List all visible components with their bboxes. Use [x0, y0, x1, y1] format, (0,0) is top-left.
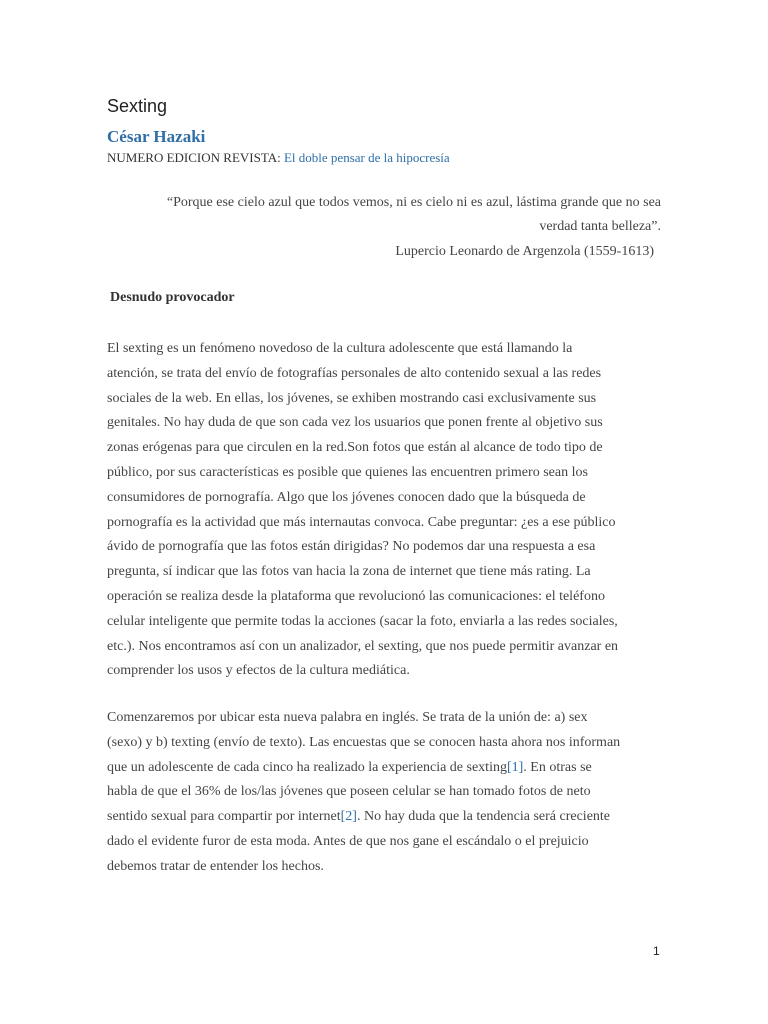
edition-line	[107, 150, 450, 166]
paragraph-line: (sexo) y b) texting (envío de texto). Las encuestas que se conocen hasta ahora nos informan	[107, 734, 621, 750]
page-number: 1	[653, 944, 660, 958]
paragraph-line: El sexting es un fenómeno novedoso de la cultura adolescente que está llamando la	[107, 341, 573, 356]
paragraph-line	[107, 756, 661, 781]
paragraph-line: operación se realiza desde la plataforma que revolucionó las comunicaciones: el teléfono	[107, 588, 605, 604]
paragraph-2	[107, 706, 661, 880]
paragraph-line: ávido de pornografía que las fotos están dirigidas? No podemos dar una respuesta a esa	[107, 539, 596, 555]
paragraph-line: comprender los usos y efectos de la cultura mediática.	[107, 663, 410, 679]
paragraph-line: habla de que el 36% de los/las jóvenes que poseen celular se han tomado fotos de neto	[107, 784, 591, 800]
paragraph-text: sentido sexual para compartir por internet	[107, 809, 341, 825]
paragraph-line: pregunta, sí indicar que las fotos van hacia la zona de internet que tiene más rating. La	[107, 564, 591, 580]
paragraph-line: dado el evidente furor de esta moda. Antes de que nos gane el escándalo o el prejuicio	[107, 833, 589, 849]
edition-link[interactable]: El doble pensar de la hipocresía	[283, 150, 450, 165]
paragraph-1	[107, 337, 661, 684]
epigraph-line-1: “Porque ese cielo azul que todos vemos, ni es cielo ni es azul, lástima grande que no sea	[166, 195, 661, 210]
paragraph-text: que un adolescente de cada cinco ha realizado la experiencia de sexting	[107, 759, 507, 775]
paragraph-line: celular inteligente que permite todas la acciones (sacar la foto, enviarla a las redes sociales,	[107, 613, 618, 629]
edition-label: NUMERO EDICION REVISTA:	[107, 150, 284, 165]
author-name: César Hazaki	[107, 127, 206, 146]
paragraph-line: zonas erógenas para que circulen en la red.Son fotos que están al alcance de todo tipo de	[107, 440, 603, 456]
epigraph-attribution: Lupercio Leonardo de Argenzola (1559-1613)	[395, 244, 654, 259]
paragraph-line	[107, 805, 661, 830]
document-title: Sexting	[107, 96, 168, 116]
paragraph-line: etc.). Nos encontramos así con un analizador, el sexting, que nos puede permitir avanzar en	[107, 638, 619, 654]
footnote-ref-1[interactable]: [1]	[506, 759, 524, 775]
paragraph-text: . No hay duda que la tendencia será creciente	[356, 809, 611, 825]
paragraph-line: genitales. No hay duda de que son cada vez los usuarios que ponen frente al objetivo sus	[107, 415, 603, 431]
paragraph-line: sociales de la web. En ellas, los jóvenes, se exhiben mostrando casi exclusivamente sus	[107, 390, 597, 406]
paragraph-line: Comenzaremos por ubicar esta nueva palabra en inglés. Se trata de la unión de: a) sex	[107, 710, 588, 725]
paragraph-line: público, por sus características es posible que quienes las encuentren primero sean los	[107, 464, 588, 480]
footnote-ref-2[interactable]: [2]	[340, 809, 357, 825]
section-heading: Desnudo provocador	[110, 290, 235, 305]
paragraph-text: . En otras se	[523, 759, 592, 775]
paragraph-line: atención, se trata del envío de fotografías personales de alto contenido sexual a las redes	[107, 365, 602, 381]
paragraph-line: debemos tratar de entender los hechos.	[107, 858, 324, 874]
paragraph-line: consumidores de pornografía. Algo que los jóvenes conocen dado que la búsqueda de	[107, 489, 586, 505]
paragraph-line: pornografía es la actividad que más internautas convoca. Cabe preguntar: ¿es a ese público	[107, 514, 616, 530]
epigraph-line-2: verdad tanta belleza”.	[539, 219, 661, 234]
